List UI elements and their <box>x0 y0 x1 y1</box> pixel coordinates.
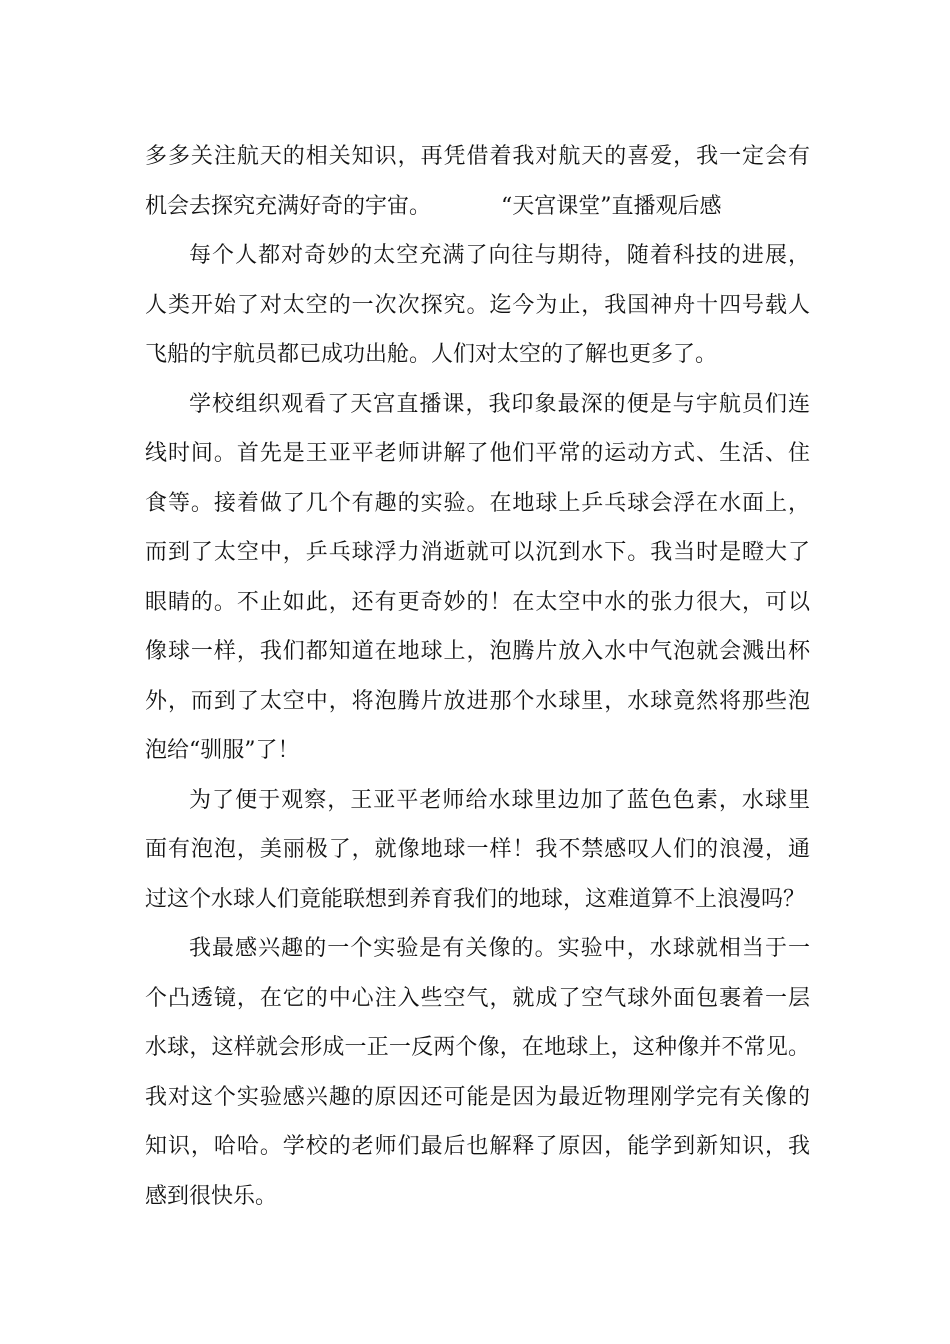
text-line: 过这个水球人们竟能联想到养育我们的地球，这难道算不上浪漫吗？ <box>145 886 806 912</box>
text-line: 学校组织观看了天宫直播课，我印象最深的便是与宇航员们连 <box>189 391 810 417</box>
text-line: 食等。接着做了几个有趣的实验。在地球上乒乓球会浮在水面上， <box>145 490 810 516</box>
text-line: 外，而到了太空中，将泡腾片放进那个水球里，水球竟然将那些泡 <box>145 688 810 714</box>
text-line: 面有泡泡，美丽极了，就像地球一样！我不禁感叹人们的浪漫，通 <box>145 837 810 862</box>
article-heading: “天宫课堂”直播观后感 <box>501 193 722 219</box>
text-line: 知识，哈哈。学校的老师们最后也解释了原因，能学到新知识，我 <box>145 1134 810 1159</box>
paragraph <box>145 132 810 231</box>
text-line: 泡给“驯服”了！ <box>145 738 300 763</box>
article-body <box>145 132 810 1221</box>
text-line: 为了便于观察，王亚平老师给水球里边加了蓝色色素，水球里 <box>189 787 810 813</box>
paragraph <box>145 776 810 925</box>
text-line: 飞船的宇航员都已成功出舱。人们对太空的了解也更多了。 <box>145 342 718 367</box>
text-line: 像球一样，我们都知道在地球上，泡腾片放入水中气泡就会溅出杯 <box>145 639 810 664</box>
text-line: 感到很快乐。 <box>145 1183 278 1209</box>
text-line: 线时间。首先是王亚平老师讲解了他们平常的运动方式、生活、住 <box>145 441 810 466</box>
text-line <box>145 182 810 232</box>
text-line-content: 机会去探究充满好奇的宇宙。 <box>145 193 432 219</box>
text-line: 我最感兴趣的一个实验是有关像的。实验中，水球就相当于一 <box>189 936 810 961</box>
text-line: 我对这个实验感兴趣的原因还可能是因为最近物理刚学完有关像的 <box>145 1084 810 1110</box>
text-line: 而到了太空中，乒乓球浮力消逝就可以沉到水下。我当时是瞪大了 <box>145 540 810 565</box>
paragraph <box>145 231 810 380</box>
paragraph <box>145 380 810 776</box>
text-line: 每个人都对奇妙的太空充满了向往与期待，随着科技的进展， <box>189 243 810 268</box>
text-line: 个凸透镜，在它的中心注入些空气，就成了空气球外面包裹着一层 <box>145 985 810 1011</box>
paragraph <box>145 924 810 1221</box>
text-line: 水球，这样就会形成一正一反两个像，在地球上，这种像并不常见。 <box>145 1035 810 1060</box>
text-line: 眼睛的。不止如此，还有更奇妙的！在太空中水的张力很大，可以 <box>145 589 810 615</box>
text-line: 多多关注航天的相关知识，再凭借着我对航天的喜爱，我一定会有 <box>145 144 810 169</box>
text-line: 人类开始了对太空的一次次探究。迄今为止，我国神舟十四号载人 <box>145 292 810 318</box>
